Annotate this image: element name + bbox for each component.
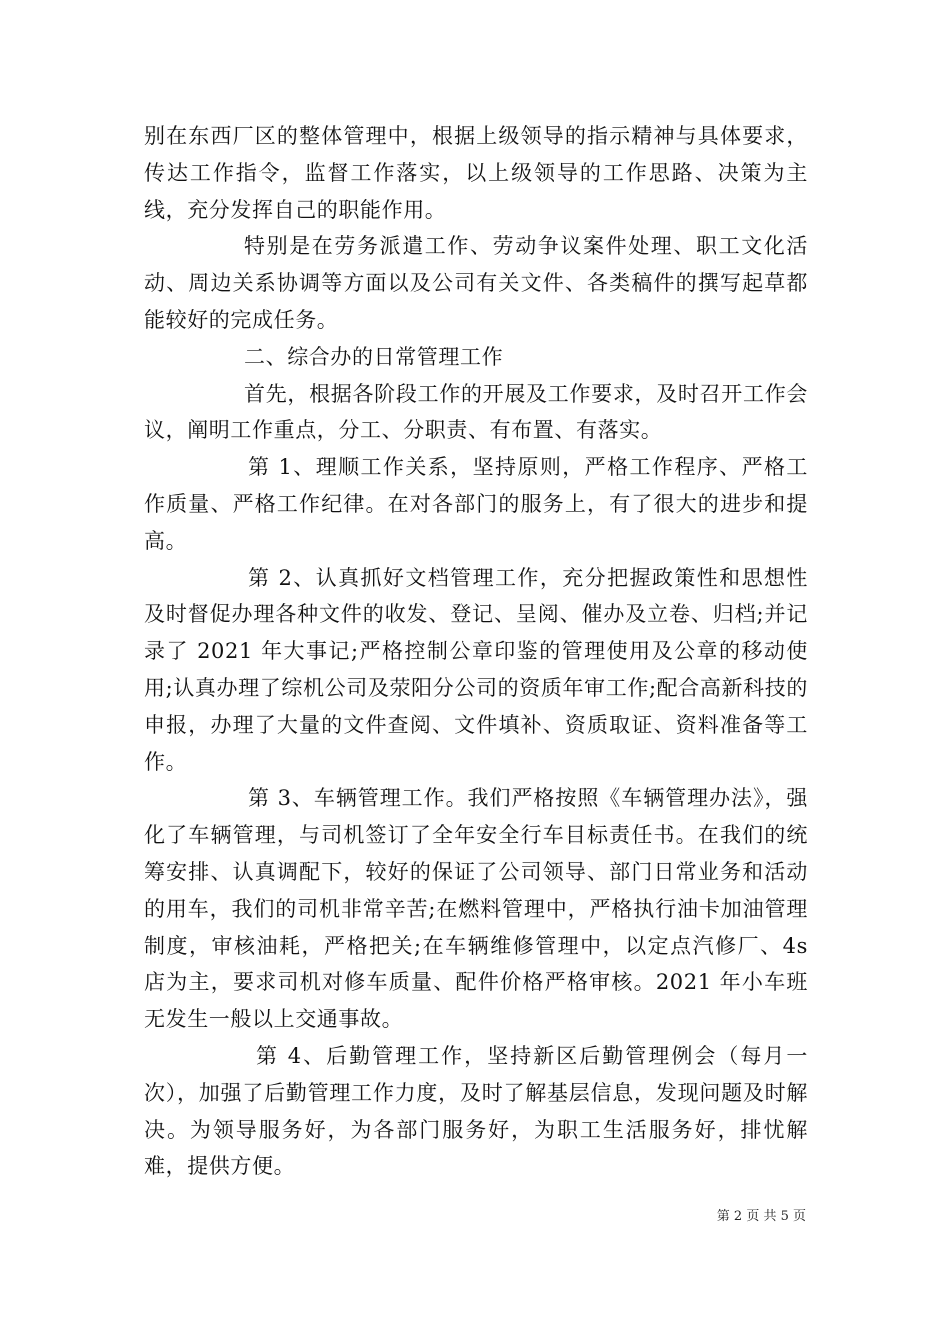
paragraph-item-2: 第 2、认真抓好文档管理工作，充分把握政策性和思想性及时督促办理各种文件的收发、登记、呈阅、催办及立卷、归档;并记录了 2021 年大事记;严格控制公章印鉴的管理使用及公章的移动使用;认真办理了综机公司及荥阳分公司的资质年审工作;配合高新科技的申报，办理了大量的文件查阅、文件填补、资质取证、资料准备等工作。 <box>144 565 808 774</box>
paragraph-item-1: 第 1、理顺工作关系，坚持原则，严格工作程序、严格工作质量、严格工作纪律。在对各部门的服务上，有了很大的进步和提高。 <box>144 455 808 553</box>
document-body <box>144 118 808 1185</box>
paragraph-first: 首先，根据各阶段工作的开展及工作要求，及时召开工作会议，阐明工作重点，分工、分职责、有布置、有落实。 <box>144 381 808 443</box>
section-heading-daily-management: 二、综合办的日常管理工作 <box>244 344 504 369</box>
page-number-footer: 第 2 页 共 5 页 <box>716 1209 806 1224</box>
paragraph-continuation: 别在东西厂区的整体管理中，根据上级领导的指示精神与具体要求，传达工作指令，监督工作落实，以上级领导的工作思路、决策为主线，充分发挥自己的职能作用。 <box>144 124 808 222</box>
paragraph-item-3: 第 3、车辆管理工作。我们严格按照《车辆管理办法》，强化了车辆管理，与司机签订了全年安全行车目标责任书。在我们的统筹安排、认真调配下，较好的保证了公司领导、部门日常业务和活动的用车，我们的司机非常辛苦;在燃料管理中，严格执行油卡加油管理制度，审核油耗，严格把关;在车辆维修管理中，以定点汽修厂、4s 店为主，要求司机对修车质量、配件价格严格审核。2021 年小车班无发生一般以上交通事故。 <box>144 786 808 1032</box>
paragraph-item-4: 第 4、后勤管理工作，坚持新区后勤管理例会（每月一次），加强了后勤管理工作力度，及时了解基层信息，发现问题及时解决。为领导服务好，为各部门服务好，为职工生活服务好，排忧解难，提供方便。 <box>144 1043 808 1179</box>
paragraph-labor-dispatch: 特别是在劳务派遣工作、劳动争议案件处理、职工文化活动、周边关系协调等方面以及公司有关文件、各类稿件的撰写起草都能较好的完成任务。 <box>144 234 808 332</box>
